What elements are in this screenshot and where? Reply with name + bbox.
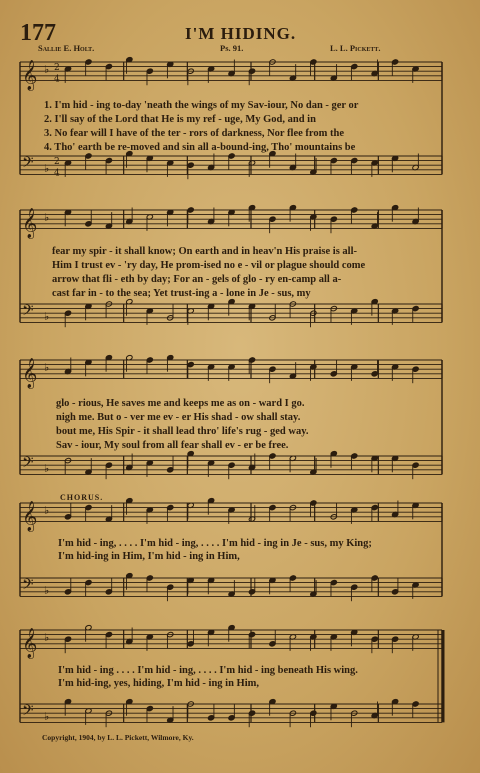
clef-symbol: ♭ bbox=[44, 211, 50, 225]
chorus-label: CHORUS. bbox=[60, 493, 104, 502]
verse-line: 2. I'll say of the Lord that He is my ref - uge, My God, and in bbox=[44, 114, 316, 125]
clef-symbol: 𝄞 bbox=[22, 628, 38, 659]
clef-symbol: ♭ bbox=[44, 461, 50, 475]
verse-line: nigh me. But o - ver me ev - er His shad - ow shall stay. bbox=[56, 412, 301, 423]
clef-symbol: ♭ bbox=[44, 631, 50, 645]
clef-symbol: ♭ bbox=[44, 161, 50, 175]
clef-symbol: ♭ bbox=[44, 583, 50, 597]
clef-symbol: 𝄢 bbox=[22, 301, 34, 323]
clef-symbol: ♭ bbox=[44, 361, 50, 375]
clef-symbol: ♭ bbox=[44, 309, 50, 323]
chorus-line: I'm hid - ing . . . . I'm hid - ing, . . . . I'm hid - ing beneath His wing. bbox=[58, 665, 358, 676]
clef-symbol: 𝄢 bbox=[22, 575, 34, 597]
chorus-line: I'm hid-ing in Him, I'm hid - ing in Him, bbox=[58, 551, 240, 562]
verse-line: 3. No fear will I have of the ter - rors of darkness, Nor flee from the bbox=[44, 128, 344, 139]
clef-symbol: 𝄞 bbox=[22, 208, 38, 239]
clef-symbol: 2 bbox=[54, 157, 60, 168]
chorus-line: I'm hid - ing, . . . . I'm hid - ing, . . . . I'm hid - ing in Je - sus, my King; bbox=[58, 538, 372, 549]
verse-line: bout me, His Spir - it shall lead thro' life's rug - ged way. bbox=[56, 426, 309, 437]
author-credit: Sallie E. Holt. bbox=[38, 43, 95, 53]
clef-symbol: ♭ bbox=[44, 709, 50, 723]
hymn-title: I'M HIDING. bbox=[185, 24, 297, 43]
clef-symbol: 4 bbox=[54, 74, 60, 85]
clef-symbol: 𝄞 bbox=[22, 60, 38, 91]
hymn-number: 177 bbox=[20, 20, 56, 46]
clef-symbol: 𝄢 bbox=[22, 701, 34, 723]
verse-line: 4. Tho' earth be re-moved and sin all a-bound-ing, Tho' mountains be bbox=[44, 142, 356, 153]
clef-symbol: 𝄢 bbox=[22, 453, 34, 475]
scripture-reference: Ps. 91. bbox=[220, 43, 244, 53]
clef-symbol: 4 bbox=[54, 168, 60, 179]
copyright-notice: Copyright, 1904, by L. L. Pickett, Wilmore, Ky. bbox=[42, 733, 194, 742]
clef-symbol: ♭ bbox=[44, 63, 50, 77]
clef-symbol: ♭ bbox=[44, 504, 50, 518]
composer-credit: L. L. Pickett. bbox=[330, 43, 381, 53]
clef-symbol: 𝄢 bbox=[22, 153, 34, 175]
verse-line: fear my spir - it shall know; On earth and in heav'n His praise is all- bbox=[52, 246, 358, 257]
verse-line: 1. I'm hid - ing to-day 'neath the wings of my Sav-iour, No dan - ger or bbox=[44, 100, 359, 111]
verse-line: glo - rious, He saves me and keeps me as on - ward I go. bbox=[56, 398, 305, 409]
clef-symbol: 𝄞 bbox=[22, 358, 38, 389]
verse-line: Him I trust ev - 'ry day, He prom-ised no e - vil or plague should come bbox=[52, 260, 366, 271]
verse-line: arrow that fli - eth by day; For an - gels of glo - ry en-camp all a- bbox=[52, 274, 342, 285]
clef-symbol: 2 bbox=[54, 63, 60, 74]
chorus-line: I'm hid-ing, yes, hiding, I'm hid - ing in Him, bbox=[58, 678, 260, 689]
clef-symbol: 𝄞 bbox=[22, 501, 38, 532]
verse-line: cast far in - to the sea; Yet trust-ing a - lone in Je - sus, my bbox=[52, 288, 311, 299]
verse-line: Sav - iour, My soul from all fear shall ev - er be free. bbox=[56, 440, 289, 451]
